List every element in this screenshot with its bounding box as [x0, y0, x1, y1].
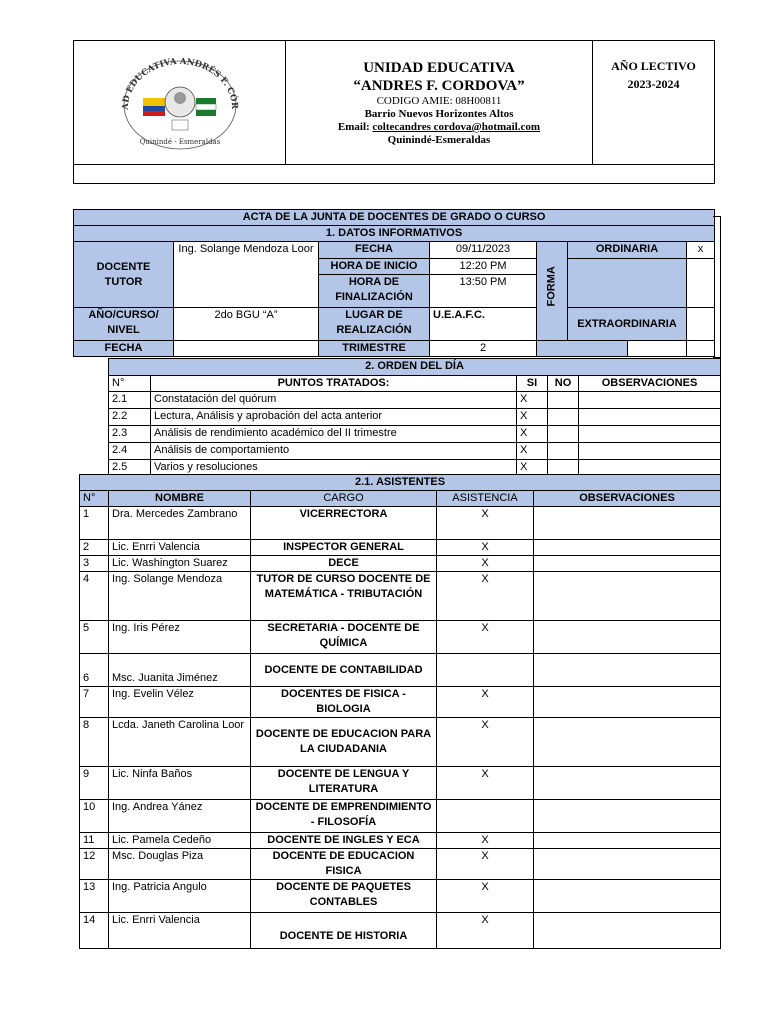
orden-n: 2.1 — [109, 392, 151, 409]
header-blank-row — [74, 165, 715, 184]
datos-informativos-table — [73, 209, 715, 357]
asist-obs — [534, 621, 721, 654]
school-name-line1: UNIDAD EDUCATIVA — [363, 60, 515, 76]
asist-cargo: DECE — [251, 556, 437, 572]
orden-obs — [579, 426, 721, 443]
datos-table-border-extension — [713, 216, 721, 358]
hora-fin-label: HORA DE FINALIZACIÓN — [319, 275, 430, 308]
orden-n: 2.5 — [109, 460, 151, 477]
svg-text:UNIDAD EDUCATIVA ANDRÉS F. CÓR: AD EDUCATIVA ANDRÉS F. CÓR — [120, 56, 239, 110]
asist-cargo: VICERRECTORA — [251, 507, 437, 540]
table-row — [80, 880, 721, 913]
fecha-label: FECHA — [319, 242, 430, 259]
asist-asistencia: X — [437, 687, 534, 718]
extraordinaria-label: EXTRAORDINARIA — [568, 308, 687, 341]
asist-cargo: DOCENTES DE FISICA - BIOLOGIA — [251, 687, 437, 718]
trimestre-label: TRIMESTRE — [319, 341, 430, 357]
asist-nombre: Dra. Mercedes Zambrano — [109, 507, 251, 540]
asist-header-nombre: NOMBRE — [109, 491, 251, 507]
school-year-cell — [593, 41, 715, 165]
asist-asistencia — [437, 800, 534, 833]
orden-del-dia-table — [108, 358, 721, 477]
table-row — [80, 687, 721, 718]
lugar-value: U.E.A.F.C. — [430, 308, 537, 341]
table-row — [80, 654, 721, 687]
table-row — [80, 507, 721, 540]
asist-asistencia: X — [437, 833, 534, 849]
asist-obs — [534, 767, 721, 800]
asist-obs — [534, 913, 721, 949]
orden-si: X — [517, 443, 548, 460]
school-info-cell — [286, 41, 593, 165]
school-seal-logo — [110, 50, 250, 150]
ordinaria-blank-cell — [687, 259, 715, 308]
asist-n: 6 — [80, 654, 109, 687]
asist-header-cargo: CARGO — [251, 491, 437, 507]
asist-nombre: Lic. Enrri Valencia — [109, 913, 251, 949]
asist-cargo: DOCENTE DE HISTORIA — [251, 913, 437, 949]
asist-obs — [534, 507, 721, 540]
orden-no — [548, 426, 579, 443]
asist-header-n: N° — [80, 491, 109, 507]
hora-inicio-label: HORA DE INICIO — [319, 259, 430, 275]
asist-n: 12 — [80, 849, 109, 880]
ordinaria-blank — [568, 259, 687, 308]
docente-tutor-label: DOCENTE TUTOR — [74, 242, 174, 308]
asist-asistencia: X — [437, 556, 534, 572]
asist-cargo: DOCENTE DE PAQUETES CONTABLES — [251, 880, 437, 913]
asist-asistencia: X — [437, 880, 534, 913]
asist-cargo: DOCENTE DE CONTABILIDAD — [251, 654, 437, 687]
logo-cell — [74, 41, 286, 165]
asist-cargo: DOCENTE DE INGLES Y ECA — [251, 833, 437, 849]
asist-obs — [534, 687, 721, 718]
section-datos-title: 1. DATOS INFORMATIVOS — [74, 226, 715, 242]
table-row — [80, 718, 721, 767]
asist-n: 7 — [80, 687, 109, 718]
orden-punto: Análisis de rendimiento académico del II trimestre — [151, 426, 517, 443]
asist-asistencia: X — [437, 540, 534, 556]
asist-n: 3 — [80, 556, 109, 572]
asist-asistencia: X — [437, 507, 534, 540]
asist-obs — [534, 849, 721, 880]
table-row — [80, 556, 721, 572]
asist-cargo: INSPECTOR GENERAL — [251, 540, 437, 556]
asist-n: 2 — [80, 540, 109, 556]
orden-obs — [579, 443, 721, 460]
trimestre-value: 2 — [430, 341, 537, 357]
table-row — [80, 800, 721, 833]
asist-cargo: DOCENTE DE EDUCACION FISICA — [251, 849, 437, 880]
orden-header-si: SI — [517, 376, 548, 392]
asist-nombre: Lic. Washington Suarez — [109, 556, 251, 572]
curso-label: AÑO/CURSO/ NIVEL — [74, 308, 174, 341]
docente-tutor-value: Ing. Solange Mendoza Loor — [174, 242, 319, 308]
forma-vertical-text: FORMA — [545, 265, 558, 306]
asist-asistencia: X — [437, 767, 534, 800]
asist-n: 5 — [80, 621, 109, 654]
asist-nombre: Ing. Solange Mendoza — [109, 572, 251, 621]
orden-si: X — [517, 392, 548, 409]
asist-obs — [534, 800, 721, 833]
asist-obs — [534, 654, 721, 687]
city: Quinindé-Esmeraldas — [387, 134, 491, 146]
table-row — [80, 849, 721, 880]
ordinaria-mark: x — [687, 242, 715, 259]
asist-nombre: Ing. Iris Pérez — [109, 621, 251, 654]
orden-n: 2.2 — [109, 409, 151, 426]
year-label: AÑO LECTIVO — [611, 59, 696, 73]
asist-asistencia: X — [437, 718, 534, 767]
asist-nombre: Ing. Evelin Vélez — [109, 687, 251, 718]
asist-cargo: DOCENTE DE EDUCACION PARA LA CIUDADANIA — [251, 718, 437, 767]
email-label: Email: — [337, 121, 373, 133]
table-row — [109, 392, 721, 409]
fecha-value: 09/11/2023 — [430, 242, 537, 259]
asist-asistencia: X — [437, 572, 534, 621]
asist-cargo: DOCENTE DE EMPRENDIMIENTO - FILOSOFÍA — [251, 800, 437, 833]
asist-nombre: Msc. Juanita Jiménez — [109, 654, 251, 687]
orden-punto: Lectura, Análisis y aprobación del acta anterior — [151, 409, 517, 426]
asist-n: 11 — [80, 833, 109, 849]
orden-punto: Análisis de comportamiento — [151, 443, 517, 460]
asist-obs — [534, 556, 721, 572]
asist-obs — [534, 540, 721, 556]
asist-header-asistencia: ASISTENCIA — [437, 491, 534, 507]
orden-punto: Varios y resoluciones — [151, 460, 517, 477]
table-row — [80, 540, 721, 556]
asist-header-obs: OBSERVACIONES — [534, 491, 721, 507]
asist-n: 13 — [80, 880, 109, 913]
asistentes-table — [79, 474, 721, 949]
asist-n: 9 — [80, 767, 109, 800]
asist-nombre: Msc. Douglas Piza — [109, 849, 251, 880]
table-row — [80, 833, 721, 849]
asist-nombre: Ing. Patricia Angulo — [109, 880, 251, 913]
orden-header-no: NO — [548, 376, 579, 392]
svg-text:Quinindé - Esmeraldas: Quinindé - Esmeraldas — [139, 138, 220, 146]
orden-obs — [579, 392, 721, 409]
orden-no — [548, 443, 579, 460]
hora-inicio-value: 12:20 PM — [430, 259, 537, 275]
lugar-label: LUGAR DE REALIZACIÓN — [319, 308, 430, 341]
fecha2-value — [174, 341, 319, 357]
acta-title: ACTA DE LA JUNTA DE DOCENTES DE GRADO O CURSO — [74, 210, 715, 226]
address: Barrio Nuevos Horizontes Altos — [364, 108, 514, 120]
orden-no — [548, 392, 579, 409]
asist-nombre: Lic. Pamela Cedeño — [109, 833, 251, 849]
orden-si: X — [517, 460, 548, 477]
asist-nombre: Lic. Enrri Valencia — [109, 540, 251, 556]
asist-asistencia — [437, 654, 534, 687]
curso-value: 2do BGU “A” — [174, 308, 319, 341]
asist-n: 4 — [80, 572, 109, 621]
trimestre-blank-cell — [628, 341, 687, 357]
orden-obs — [579, 409, 721, 426]
asist-cargo: TUTOR DE CURSO DOCENTE DE MATEMÁTICA - TRIBUTACIÓN — [251, 572, 437, 621]
table-row — [80, 572, 721, 621]
orden-header-n: N° — [109, 376, 151, 392]
orden-n: 2.4 — [109, 443, 151, 460]
asist-n: 8 — [80, 718, 109, 767]
hora-fin-value: 13:50 PM — [430, 275, 537, 308]
asist-nombre: Lcda. Janeth Carolina Loor — [109, 718, 251, 767]
asist-asistencia: X — [437, 849, 534, 880]
asist-cargo: DOCENTE DE LENGUA Y LITERATURA — [251, 767, 437, 800]
asist-cargo: SECRETARIA - DOCENTE DE QUÍMICA — [251, 621, 437, 654]
document-header — [73, 40, 715, 184]
table-row — [109, 409, 721, 426]
email-line — [289, 121, 589, 134]
asist-asistencia: X — [437, 913, 534, 949]
fecha2-label: FECHA — [74, 341, 174, 357]
asist-n: 10 — [80, 800, 109, 833]
ordinaria-label: ORDINARIA — [568, 242, 687, 259]
asist-nombre: Lic. Ninfa Baños — [109, 767, 251, 800]
orden-n: 2.3 — [109, 426, 151, 443]
year-value: 2023-2024 — [627, 77, 680, 91]
extraordinaria-mark — [687, 308, 715, 341]
orden-punto: Constatación del quórum — [151, 392, 517, 409]
asist-n: 1 — [80, 507, 109, 540]
orden-header-obs: OBSERVACIONES — [579, 376, 721, 392]
forma-label — [537, 242, 568, 341]
trimestre-blank — [537, 341, 628, 357]
section-asistentes-title: 2.1. ASISTENTES — [80, 475, 721, 491]
orden-header-puntos: PUNTOS TRATADOS: — [151, 376, 517, 392]
asist-obs — [534, 718, 721, 767]
asist-asistencia: X — [437, 621, 534, 654]
amie-code: CODIGO AMIE: 08H00811 — [376, 95, 502, 107]
section-orden-title: 2. ORDEN DEL DÍA — [109, 359, 721, 376]
asist-obs — [534, 572, 721, 621]
asist-obs — [534, 833, 721, 849]
email-link[interactable]: coltecandres cordova@hotmail.com — [372, 121, 541, 133]
trimestre-blank-cell-2 — [687, 341, 715, 357]
table-row — [109, 426, 721, 443]
table-row — [80, 767, 721, 800]
asist-obs — [534, 880, 721, 913]
asist-nombre: Ing. Andrea Yánez — [109, 800, 251, 833]
orden-si: X — [517, 409, 548, 426]
table-row — [80, 621, 721, 654]
table-row — [109, 443, 721, 460]
orden-si: X — [517, 426, 548, 443]
table-row — [80, 913, 721, 949]
orden-no — [548, 409, 579, 426]
asist-n: 14 — [80, 913, 109, 949]
school-name-line2: “ANDRES F. CORDOVA” — [353, 78, 525, 94]
